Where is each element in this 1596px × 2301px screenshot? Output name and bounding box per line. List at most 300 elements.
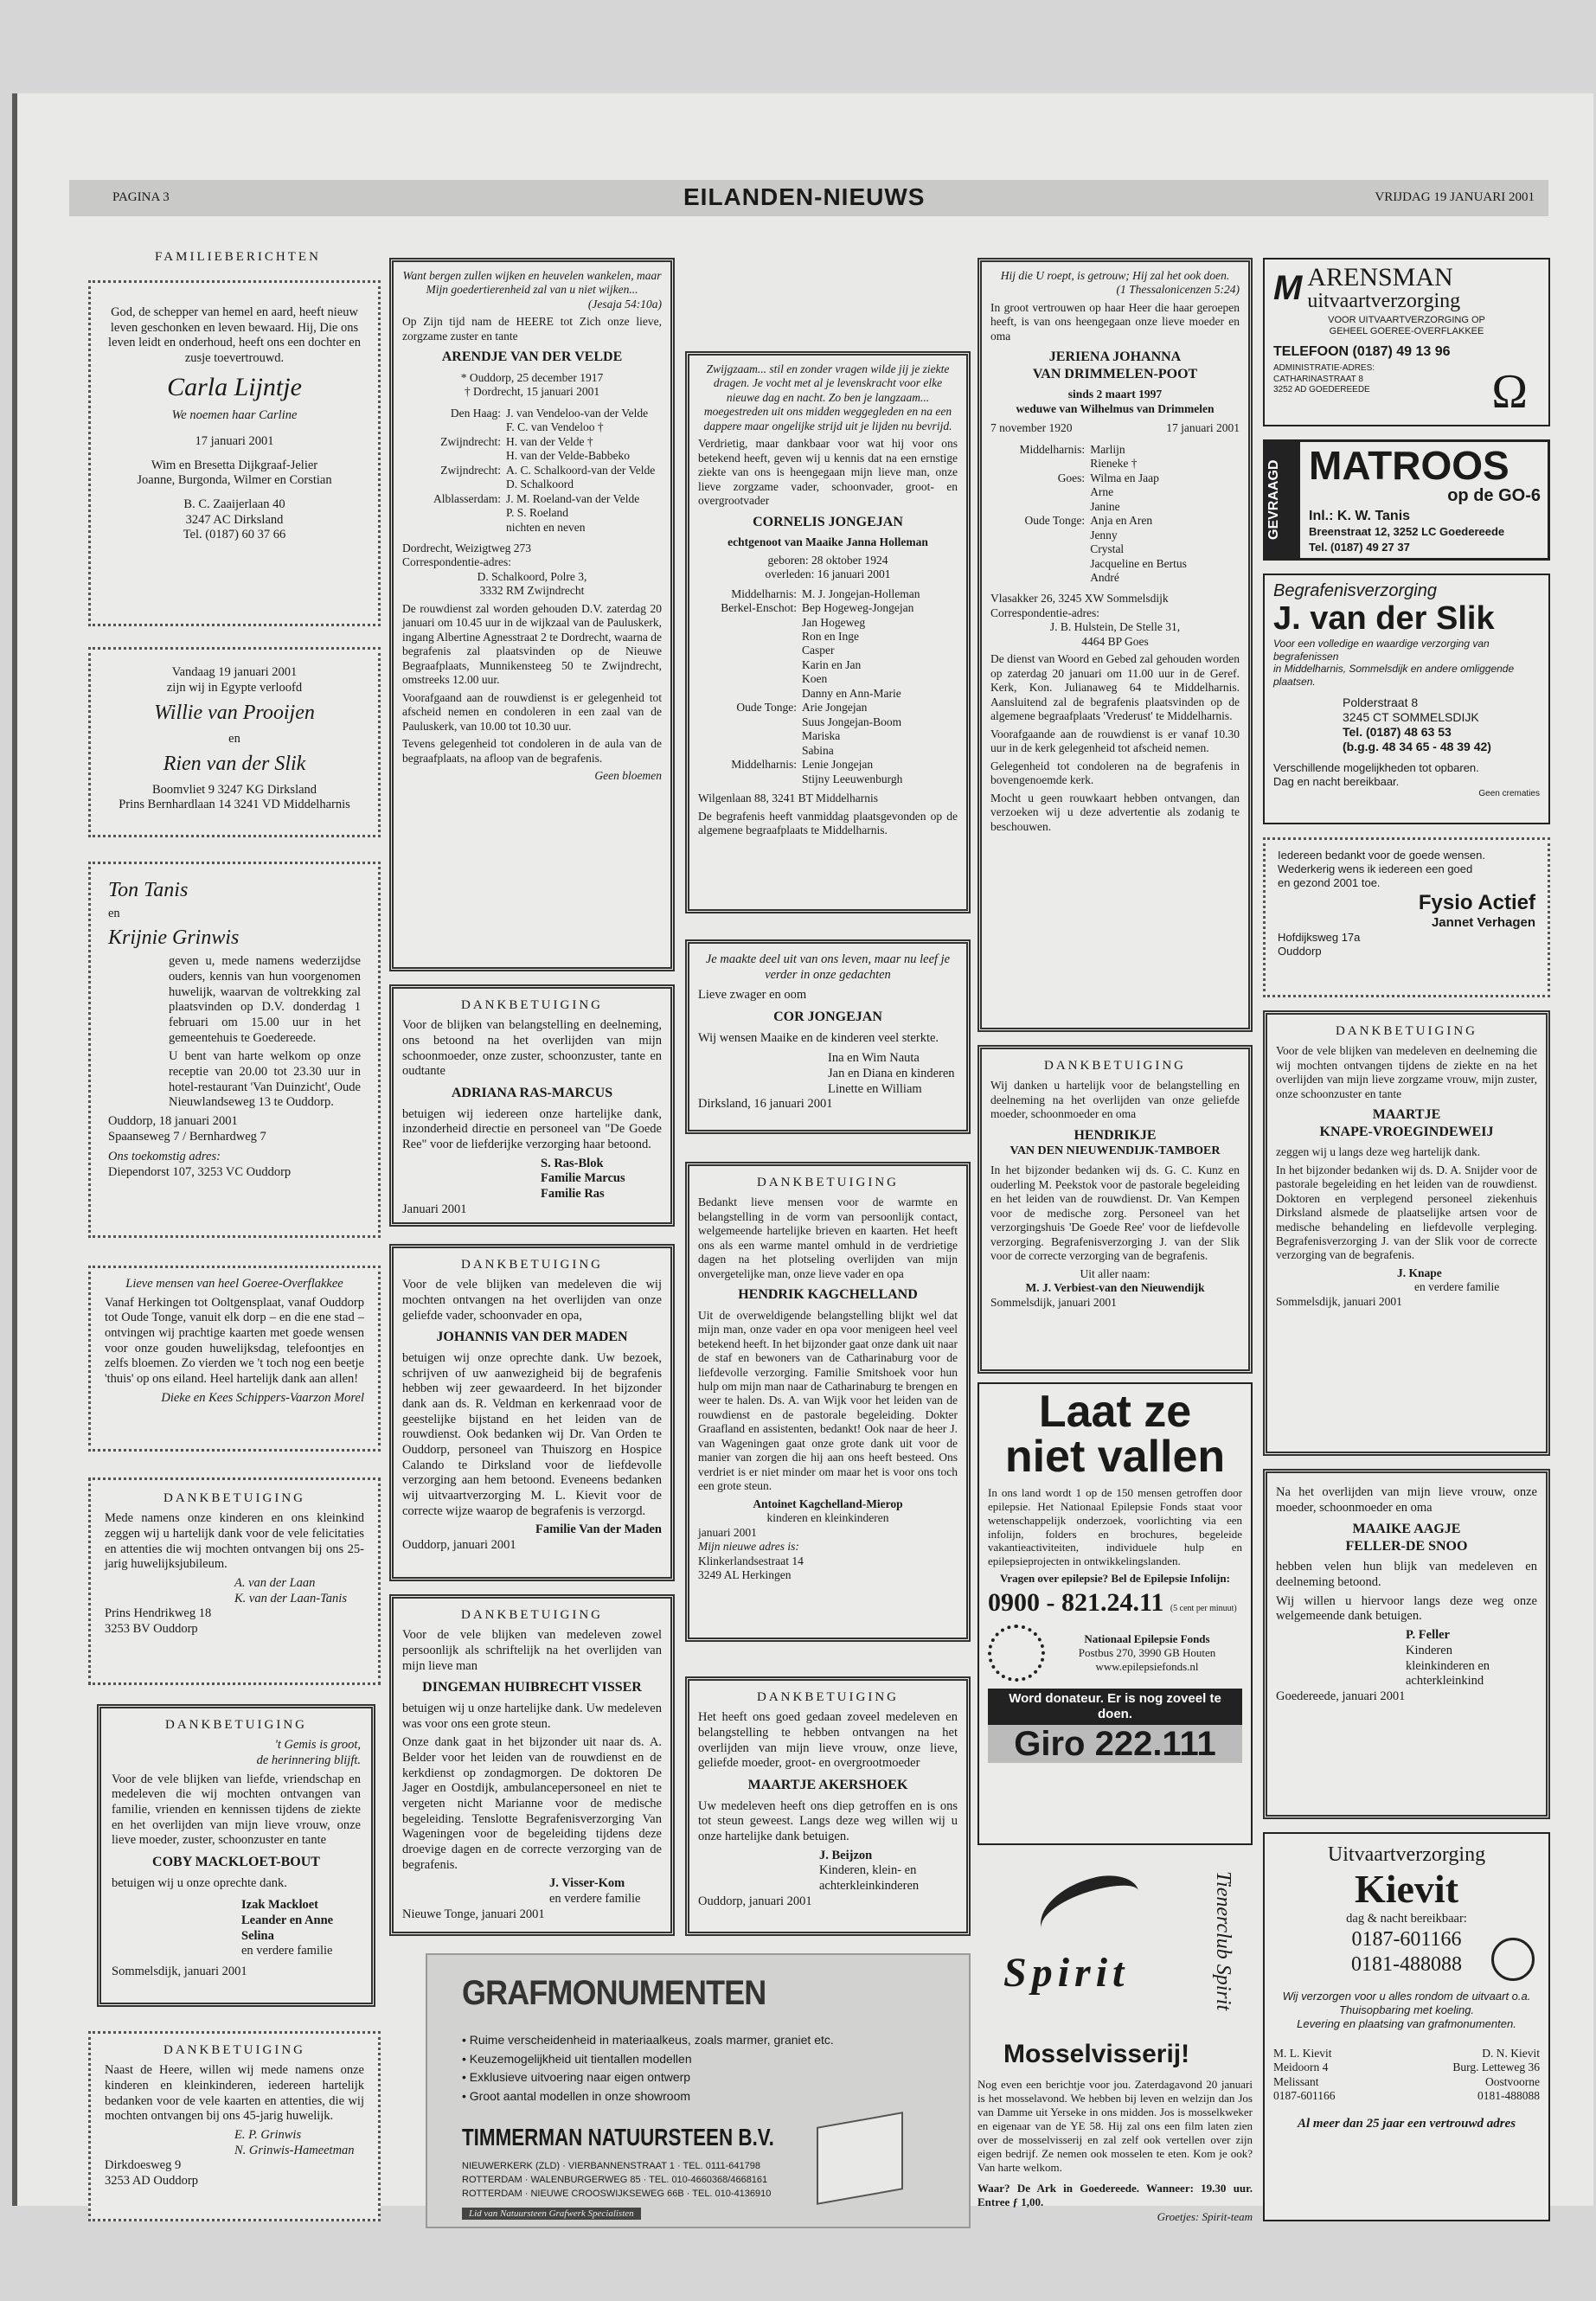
- date: januari 2001: [698, 1525, 757, 1539]
- place: [698, 616, 802, 630]
- contact-line: Oostvoorne: [1485, 2074, 1540, 2088]
- contact-right: [1452, 2047, 1540, 2104]
- text: zeggen wij u langs deze weg hartelijk dank.: [1276, 1145, 1481, 1159]
- date: Sommelsdijk, januari 2001: [112, 1965, 247, 1979]
- address: 3253 BV Ouddorp: [105, 1622, 198, 1637]
- address: Polderstraat 8: [1343, 695, 1419, 709]
- death-date: overleden: 16 januari 2001: [765, 567, 891, 581]
- phone: (b.g.g. 48 34 65 - 48 39 42): [1343, 739, 1491, 753]
- text: Verschillende mogelijkheden tot opbaren.: [1273, 761, 1479, 774]
- text: Voorafgaand aan de rouwdienst is er gelegenheid tot afscheid nemen en condoleren in een zaal van de Pauluskerk, van 10.00 tot 10.30 uur.: [402, 690, 662, 733]
- names: André: [1090, 571, 1119, 584]
- text: Word donateur. Er is nog zoveel te doen.: [988, 1689, 1242, 1726]
- names: Jenny: [1090, 528, 1118, 542]
- person: Jannet Verhagen: [1431, 914, 1535, 930]
- thanks-van-den-nieuwendijk: [977, 1045, 1253, 1374]
- place: [990, 485, 1090, 499]
- names: P. S. Roeland: [506, 506, 569, 520]
- signature: J. Knape: [1397, 1266, 1442, 1279]
- child-name: Carla Lijntje: [167, 372, 302, 401]
- birth-text: God, de schepper van hemel en aard, heeft nieuw leven geschonken en leven bewaard. Hij, Die ons leven leidt en onderhoud, heeft ons een dochter en zusje toevertrouwd.: [108, 305, 361, 366]
- names: Rieneke †: [1090, 457, 1138, 471]
- signature: Jan en Diana en kinderen: [828, 1066, 955, 1080]
- death-date: † Dordrecht, 15 januari 2001: [464, 385, 600, 399]
- text: Voor een volledige en waardige verzorging van begrafenissen: [1273, 638, 1490, 663]
- ad-title: GRAFMONUMENTEN: [462, 1974, 766, 2012]
- deceased-name: DINGEMAN HUIBRECHT VISSER: [422, 1680, 642, 1695]
- kievit-ad: [1263, 1832, 1550, 2221]
- family-row: [990, 557, 1240, 571]
- text: In ons land wordt 1 op de 150 mensen getroffen door epilepsie. Het Nationaal Epilepsie Fonds staat voor wetenschappelijk onderzoek, voorlichting via een infolijn, folders en brochures, begeleide vakantieactiviteiten, individuele hulp en epilepsieprojecten in ontwikkelingslanden.: [988, 1486, 1242, 1568]
- text: Het heeft ons goed gedaan zoveel medeleven en belangstelling te hebben ontvangen na het overlijden van mijn lieve vrouw, onze lieve, geliefde moeder, groot- en overgrootmoeder: [698, 1710, 958, 1771]
- family-list: [990, 443, 1240, 586]
- text: Mede namens onze kinderen en ons kleinkind zeggen wij u hartelijk dank voor de vele felicitaties en attenties die wij mochten ontvangen bij ons 25-jarig huwelijksjubileum.: [105, 1511, 364, 1572]
- family-row: [698, 701, 958, 715]
- date: Ouddorp, 18 januari 2001: [108, 1114, 238, 1129]
- monument-image: [817, 2112, 903, 2205]
- name: Willie van Prooijen: [154, 702, 315, 725]
- family-row: [402, 506, 662, 520]
- address: Prins Bernhardlaan 14 3241 VD Middelharnis: [119, 798, 350, 812]
- family-row: [698, 630, 958, 644]
- heading: DANKBETUIGING: [163, 1491, 305, 1505]
- address: Prins Hendrikweg 18: [105, 1606, 212, 1621]
- text: in Middelharnis, Sommelsdijk en andere omliggende plaatsen.: [1273, 663, 1515, 689]
- names: J. van Vendeloo-van der Velde: [506, 406, 649, 420]
- family-row: [698, 715, 958, 729]
- text: De begrafenis heeft vanmiddag plaatsgevonden op de algemene begraafplaats te Middelharnis.: [698, 809, 958, 837]
- headline: niet vallen: [1004, 1432, 1226, 1482]
- website: www.epilepsiefonds.nl: [1095, 1659, 1199, 1673]
- address: Wilgenlaan 88, 3241 BT Middelharnis: [698, 792, 879, 805]
- heading: Lieve mensen van heel Goeree-Overflakkee: [125, 1277, 343, 1291]
- text: en gezond 2001 toe.: [1278, 875, 1381, 889]
- family-row: [990, 529, 1240, 542]
- place: Middelharnis:: [1019, 442, 1086, 456]
- place: [990, 571, 1090, 585]
- text: betuigen wij iedereen onze hartelijke dank, inzonderheid directie en personeel van "De Goede Ree" voor de liefderijke verzorging haar betoond.: [402, 1106, 662, 1151]
- deceased-name: ARENDJE VAN DER VELDE: [441, 349, 623, 365]
- names: Jan Hogeweg: [802, 615, 866, 629]
- text: (5 cent per minuut): [1170, 1604, 1237, 1614]
- family-row: [698, 601, 958, 615]
- signature: en verdere familie: [241, 1944, 333, 1958]
- text: betuigen wij onze oprechte dank. Uw bezoek, schrijven of uw aanwezigheid bij de begrafenis hebben wij zeer gewaardeerd. In het bijzonder dank aan ds. R. Veldman en kerkenraad voor de geestelijke bijstand en het leiden van de rouwdienst. Ook bedanken wij Dr. Van Orden te Ouddorp, personeel van Thuiszorg en Hospice Calando te Dirksland voor de liefdevolle verzorging aan hem betoond. Eveneens bedanken wij uitvaartverzorging M. L. Kievit voor de correcte wijze waarop de begrafenis is verzorgd.: [402, 1350, 662, 1518]
- deceased-name: COBY MACKLOET-BOUT: [152, 1855, 320, 1870]
- spirit-ad: [977, 1854, 1253, 2226]
- thanks-mackloet: [97, 1704, 375, 2007]
- signature: S. Ras-Blok: [541, 1156, 604, 1170]
- text: Levering en plaatsing van grafmonumenten.: [1297, 2016, 1516, 2030]
- family-row: [402, 478, 662, 491]
- text: Correspondentie-adres:: [990, 606, 1099, 619]
- address: Dirkdoesweg 9: [105, 2158, 182, 2173]
- text: Onze dank gaat in het bijzonder uit naar ds. A. Belder voor het leiden van de rouwdienst en de kerkdienst op zondagmorgen. De doktoren De Jager en Oostdijk, ambulancepersoneel en niet te vergeten nicht Marianne voor de medische begeleiding. Tenslotte Begrafenisverzorging Van Wageningen voor de begeleiding tijdens deze droevige dagen en de correcte verzorging van de begrafenis.: [402, 1735, 662, 1872]
- thanks-feller: [1263, 1469, 1550, 1819]
- heading: DANKBETUIGING: [1336, 1024, 1477, 1038]
- thanks-ras-marcus: [389, 984, 675, 1227]
- address: Diependorst 107, 3253 VC Ouddorp: [108, 1165, 292, 1180]
- text: Na het overlijden van mijn lieve vrouw, onze moeder, schoonmoeder en oma: [1276, 1485, 1537, 1515]
- thanks-knape: [1263, 1010, 1550, 1456]
- signature: kleinkinderen en: [1406, 1658, 1490, 1673]
- family-row: [698, 772, 958, 786]
- family-row: [698, 687, 958, 701]
- family-row: [990, 485, 1240, 499]
- place: [698, 744, 802, 758]
- names: Karin en Jan: [802, 657, 862, 671]
- page-number: PAGINA 3: [112, 190, 170, 204]
- address: ROTTERDAM · NIEUWE CROOSWIJKSEWEG 66B · TEL. 010-4136910: [462, 2189, 772, 2199]
- heading: DANKBETUIGING: [757, 1690, 899, 1704]
- names: Casper: [802, 644, 835, 657]
- phone: Tel. (0187) 60 37 66: [183, 528, 286, 542]
- names: Anja en Aren: [1090, 514, 1153, 528]
- address: Dordrecht, Weizigtweg 273: [402, 542, 531, 555]
- names: nichten en neven: [506, 520, 586, 534]
- address: B. C. Zaaijerlaan 40: [183, 497, 285, 512]
- family-row: [990, 514, 1240, 528]
- deceased-name: JERIENA JOHANNA: [1048, 349, 1182, 365]
- anniversary-thanks: [88, 1477, 381, 1685]
- signature: Kinderen: [1406, 1643, 1452, 1657]
- phone: Tel. (0187) 48 63 53: [1343, 724, 1452, 739]
- place: [990, 500, 1090, 514]
- signature: achterkleinkind: [1406, 1674, 1484, 1689]
- text: betuigen wij u onze oprechte dank.: [112, 1875, 287, 1890]
- text: op de GO-6: [1447, 486, 1541, 505]
- thanks-announcement: [88, 1266, 381, 1452]
- names: H. van der Velde-Babbeko: [506, 449, 630, 463]
- text: Geen bloemen: [594, 769, 662, 783]
- text: betuigen wij u onze hartelijke dank. Uw medeleven was voor ons een grote steun.: [402, 1701, 662, 1731]
- phone: 0900 - 821.24.11: [988, 1588, 1164, 1618]
- contact-line: M. L. Kievit: [1273, 2046, 1332, 2060]
- names: Ron en Inge: [802, 630, 859, 644]
- place: Middelharnis:: [731, 586, 797, 600]
- birth-date: 17 januari 2001: [195, 434, 274, 449]
- contact-line: Burg. Letteweg 36: [1452, 2061, 1540, 2074]
- text: Uitvaartverzorging: [1327, 1843, 1486, 1866]
- heading: DANKBETUIGING: [461, 1608, 603, 1622]
- signature: Groetjes: Spirit-team: [1157, 2210, 1253, 2223]
- text: Lieve zwager en oom: [698, 988, 807, 1003]
- name: Krijnie Grinwis: [108, 926, 240, 949]
- deceased-name: HENDRIKJE: [1074, 1127, 1157, 1143]
- place: [698, 687, 802, 701]
- place: Oude Tonge:: [1024, 514, 1086, 528]
- thanks-visser: [389, 1594, 675, 1936]
- text: Wij wensen Maaike en de kinderen veel sterkte.: [698, 1030, 939, 1045]
- text: VOOR UITVAARTVERZORGING OP: [1328, 315, 1485, 325]
- place: Alblasserdam:: [433, 491, 501, 505]
- paper-title: EILANDEN-NIEUWS: [683, 183, 926, 210]
- family-list: [698, 587, 958, 787]
- signature: en verdere familie: [1414, 1280, 1500, 1294]
- company-name: ARENSMAN: [1307, 263, 1453, 292]
- text: weduwe van Wilhelmus van Drimmelen: [1016, 401, 1215, 415]
- address: Hofdijksweg 17a: [1278, 931, 1361, 945]
- address: Boomvliet 9 3247 KG Dirksland: [151, 782, 317, 797]
- text: Voor de vele blijken van liefde, vriendschap en medeleven die wij mochten ontvangen van familie, vrienden en kennissen tijdens de ziekte en het overlijden van mijn lieve vrouw, onze lieve moeder, zuster, schoonzuster en tante: [112, 1772, 361, 1848]
- matroos-ad: [1263, 439, 1550, 561]
- names: Crystal: [1090, 542, 1125, 556]
- family-list: [402, 407, 662, 535]
- signature: kinderen en kleinkinderen: [766, 1511, 889, 1525]
- quote: Hij die U roept, is getrouw; Hij zal het ook doen.: [1000, 269, 1230, 282]
- company-name: TIMMERMAN NATUURSTEEN B.V.: [462, 2124, 774, 2150]
- signature: Dieke en Kees Schippers-Vaarzon Morel: [161, 1390, 364, 1405]
- text: echtgenoot van Maaike Janna Holleman: [727, 535, 928, 549]
- list-item: • Exklusieve uitvoering naar eigen ontwerp: [462, 2070, 691, 2085]
- place: [698, 672, 802, 686]
- text: dag & nacht bereikbaar:: [1346, 1911, 1467, 1926]
- text: Vandaag 19 januari 2001: [171, 665, 298, 679]
- place: Goes:: [1057, 471, 1086, 484]
- names: H. van der Velde †: [506, 434, 593, 448]
- family-row: [990, 542, 1240, 556]
- deceased-name: VAN DEN NIEUWENDIJK-TAMBOER: [1010, 1144, 1221, 1158]
- quote: de herinnering blijft.: [256, 1753, 361, 1767]
- text: In groot vertrouwen op haar Heer die haar geroepen heeft, is van ons heengegaan onze lieve moeder en oma: [990, 300, 1240, 343]
- date: Sommelsdijk, januari 2001: [990, 1295, 1117, 1309]
- date: Dirksland, 16 januari 2001: [698, 1097, 833, 1112]
- dove-icon: [1032, 1868, 1148, 1953]
- names: Marlijn: [1090, 442, 1125, 456]
- quote: 't Gemis is groot,: [274, 1738, 361, 1753]
- obituary-van-drimmelen: [977, 258, 1253, 1032]
- family-row: [402, 464, 662, 478]
- signature: Familie Marcus: [541, 1171, 625, 1186]
- phone: 0181-488088: [1351, 1952, 1462, 1976]
- thanks-kagchelland: [685, 1162, 971, 1642]
- text: Geen crematies: [1478, 788, 1540, 798]
- text: De dienst van Woord en Gebed zal gehouden worden op zaterdag 20 januari om 11.00 uur in de Geref. Kerk, Kon. Julianaweg 64 te Middelharnis. Aansluitend zal de begrafenis plaatsvinden op de algemene begraafplaats 'Vrederust' te Middelharnis.: [990, 652, 1240, 723]
- family-row: [698, 729, 958, 743]
- heading: DANKBETUIGING: [1044, 1059, 1186, 1073]
- child-nickname: We noemen haar Carline: [171, 408, 298, 423]
- grafmonumenten-ad: [426, 1953, 971, 2228]
- birth-announcement: [88, 280, 381, 626]
- address: 3253 AD Ouddorp: [105, 2174, 198, 2189]
- text: Begrafenisverzorging: [1273, 581, 1437, 600]
- signature: Ina en Wim Nauta: [828, 1051, 920, 1066]
- place: [402, 449, 506, 463]
- company-name: Fysio Actief: [1418, 890, 1535, 914]
- city: 3247 AC Dirksland: [185, 512, 284, 527]
- epilepsie-ad: [977, 1382, 1253, 1845]
- text: Dag en nacht bereikbaar.: [1273, 774, 1400, 788]
- text: Voor de vele blijken van medeleven zowel persoonlijk als schriftelijk na het overlijden van mijn lieve man: [402, 1628, 662, 1673]
- family-row: [402, 407, 662, 420]
- names: Koen: [802, 672, 828, 686]
- text: Vragen over epilepsie? Bel de Epilepsie Infolijn:: [999, 1572, 1230, 1586]
- family-row: [402, 420, 662, 434]
- heading: DANKBETUIGING: [757, 1176, 899, 1189]
- address: D. Schalkoord, Polre 3,: [477, 569, 587, 583]
- parents: Wim en Bresetta Dijkgraaf-Jelier: [151, 458, 318, 472]
- family-row: [698, 672, 958, 686]
- giro: Giro 222.111: [988, 1725, 1242, 1763]
- place: [698, 715, 802, 729]
- date: Januari 2001: [402, 1202, 467, 1216]
- deceased-name: MAAIKE AAGJE: [1352, 1522, 1461, 1537]
- engagement-announcement: [88, 647, 381, 837]
- names: J. M. Roeland-van der Velde: [506, 491, 640, 505]
- ad-list: [462, 2031, 860, 2106]
- names: Jacqueline en Bertus: [1090, 556, 1187, 570]
- address: Spaanseweg 7 / Bernhardweg 7: [108, 1129, 266, 1144]
- date: Goedereede, januari 2001: [1276, 1689, 1406, 1703]
- text: Uit aller naam:: [1080, 1266, 1151, 1280]
- place: Den Haag:: [450, 406, 501, 420]
- names: M. J. Jongejan-Holleman: [802, 586, 920, 600]
- date: Nieuwe Tonge, januari 2001: [402, 1907, 545, 1921]
- contact-line: 0187-601166: [1273, 2089, 1336, 2103]
- address: 3332 RM Zwijndrecht: [479, 584, 585, 598]
- place: Middelharnis:: [731, 758, 797, 772]
- deceased-name: KNAPE-VROEGINDEWEIJ: [1319, 1124, 1494, 1139]
- text: In het bijzonder bedanken wij ds. D. A. Snijder voor de pastorale begeleiding en het leiden van de rouwdienst. Doktoren en verplegend personeel ziekenhuis Dirksland alsmede de plaatselijke artsen voor de medische behandeling en liefdevolle verpleging. Begrafenisverzorging J. van der Slik voor de correcte verzorging van de begrafenis.: [1276, 1163, 1537, 1262]
- names: Danny en Ann-Marie: [802, 686, 901, 700]
- family-row: [698, 616, 958, 630]
- date: Sommelsdijk, januari 2001: [1276, 1294, 1402, 1308]
- quote-ref: (Jesaja 54:10a): [587, 297, 662, 311]
- place: [698, 772, 802, 786]
- text: In het bijzonder bedanken wij ds. G. C. Kunz en ouderling M. Peekstok voor de pastorale begeleiding en het leiden van de rouwdienst. Dr. Van Kempen voor de medische zorg. Personeel van het verzorgingshuis 'De Goede Ree' voor de liefdevolle verzorging. Begrafenisverzorging J. van der Slik voor de correcte verzorging van de begrafenis.: [990, 1163, 1240, 1263]
- place: [402, 420, 506, 434]
- deceased-name: MAARTJE AKERSHOEK: [747, 1778, 908, 1793]
- address: NIEUWERKERK (ZLD) · VIERBANNENSTRAAT 1 · TEL. 0111-641798: [462, 2161, 760, 2171]
- contact-line: D. N. Kievit: [1482, 2046, 1540, 2060]
- memorial-cor-jongejan: [685, 939, 971, 1134]
- address: ROTTERDAM · WALENBURGERWEG 85 · TEL. 010-4660368/4668161: [462, 2175, 768, 2185]
- wedding-announcement: [88, 862, 381, 1238]
- place: [402, 478, 506, 491]
- signature: en verdere familie: [549, 1892, 641, 1907]
- names: Bep Hogeweg-Jongejan: [802, 601, 914, 615]
- address: Klinkerlandsestraat 14: [698, 1554, 804, 1567]
- deceased-name: VAN DRIMMELEN-POOT: [1032, 366, 1198, 381]
- text: Gelegenheid tot condoleren na de begrafenis in bovengenoemde kerk.: [990, 759, 1240, 787]
- names: Stijny Leeuwenburgh: [802, 772, 903, 785]
- deceased-name: ADRIANA RAS-MARCUS: [451, 1086, 613, 1101]
- names: D. Schalkoord: [506, 478, 574, 491]
- text: Op Zijn tijd nam de HEERE tot Zich onze lieve, zorgzame zuster en tante: [402, 315, 662, 343]
- text: sinds 2 maart 1997: [1067, 388, 1163, 401]
- signature: Izak Mackloet: [241, 1898, 318, 1913]
- names: Arie Jongejan: [802, 701, 868, 715]
- signature: Selina: [241, 1928, 274, 1943]
- thanks-grinwis: [88, 2031, 381, 2221]
- signature: M. J. Verbiest-van den Nieuwendijk: [1025, 1281, 1205, 1295]
- contact-line: Meidoorn 4: [1273, 2061, 1329, 2074]
- signature: K. van der Laan-Tanis: [234, 1591, 347, 1606]
- signature: E. P. Grinwis: [234, 2128, 302, 2143]
- epilepsie-logo-icon: [988, 1625, 1045, 1682]
- text: Wij willen u hiervoor langs deze weg onze welgemeende dank betuigen.: [1276, 1593, 1537, 1624]
- arensman-logo-icon: M: [1273, 268, 1303, 307]
- deceased-name: MAARTJE: [1372, 1107, 1441, 1123]
- company-name: Kievit: [1354, 1867, 1459, 1912]
- family-row: [698, 644, 958, 657]
- names: Sabina: [802, 743, 834, 757]
- section-title: FAMILIEBERICHTEN: [155, 250, 321, 264]
- text: Wij danken u hartelijk voor de belangstelling en deelneming na het overlijden van onze geliefde moeder, schoonmoeder en oma: [990, 1079, 1240, 1121]
- text: Naast de Heere, willen wij mede namens onze kinderen en kleinkinderen, iedereen hartelijk bedanken voor de vele kaarten en attenties, die wij mochten ontvangen bij ons 45-jarig huwelijk.: [105, 2063, 364, 2124]
- family-row: [402, 521, 662, 535]
- family-row: [990, 571, 1240, 585]
- contact: Inl.: K. W. Tanis: [1309, 509, 1411, 523]
- text: Waar? De Ark in Goedereede. Wanneer: 19.30 uur. Entree ƒ 1,00.: [977, 2182, 1253, 2208]
- text: Iedereen bedankt voor de goede wensen.: [1278, 849, 1485, 862]
- text: De rouwdienst zal worden gehouden D.V. zaterdag 20 januari om 10.45 uur in de wijkzaal van de Pauluskerk, ingang Albertine Agnesstraat 2 te Dordrecht, waarna de begrafenis zal plaatsvinden op de Nieuwe Begraafplaats, Munnikensteeg 50 te Zwijndrecht, omstreeks 12.00 uur.: [402, 601, 662, 687]
- birth-date: 7 november 1920: [990, 421, 1073, 435]
- list-item: • Ruime verscheidenheid in materiaalkeus, zoals marmer, graniet etc.: [462, 2033, 834, 2047]
- signature: J. Beijzon: [819, 1848, 873, 1862]
- text: geven u, mede namens wederzijdse ouders, kennis van hun voorgenomen huwelijk, waarvan de voltrekking zal plaatsvinden op D.V. donderdag 1 februari om 15.00 uur in het gemeentehuis te Goedereede.: [169, 954, 361, 1045]
- family-row: [990, 443, 1240, 457]
- quote: Zwijgzaam... stil en zonder vragen wilde jij je ziekte dragen. Je vocht met al je levenskracht voor elke nieuwe dag en nacht. Zo ben je langzaam... moegestreden uit ons midden weggegleden en na een dappere maar ongelijke strijd uit je lijden nu bevrijd.: [703, 362, 952, 433]
- text: Vanaf Herkingen tot Ooltgensplaat, vanaf Ouddorp tot Oude Tonge, vanuit elk dorp – en die ene stad – ontvingen wij prachtige kaarten met goede wensen voor onze gouden huwelijksdag, telefoontjes en zelfs bloemen. Zo vierden we 't toch nog een beetje 'thuis' op ons eiland. Heel hartelijk dank aan allen!: [105, 1295, 364, 1387]
- text: Voor de blijken van belangstelling en deelneming, ons betoond na het overlijden van mijn schoonmoeder, onze zuster, schoonzuster, tante en oudtante: [402, 1018, 662, 1079]
- place: Berkel-Enschot:: [721, 601, 797, 615]
- signature: Leander en Anne: [241, 1913, 334, 1927]
- text: hebben velen hun blijk van medeleven en deelneming betoond.: [1276, 1560, 1537, 1590]
- text: zijn wij in Egypte verloofd: [166, 680, 303, 695]
- deceased-name: JOHANNIS VAN DER MADEN: [436, 1330, 628, 1345]
- address: Breenstraat 12, 3252 LC Goedereede: [1309, 525, 1505, 538]
- signature: Linette en William: [828, 1081, 922, 1096]
- place: [990, 457, 1090, 471]
- text: Bedankt lieve mensen voor de warmte en belangstelling in de vorm van persoonlijk contact, welgemeende hartelijke brieven en kaarten. Het heeft ons als een warme mantel omhuld in de verdrietige dagen na het plotseling overlijden van mijn onvergetelijke man, onze lieve vader en opa: [698, 1195, 958, 1280]
- family-row: [990, 471, 1240, 485]
- place: Zwijndrecht:: [440, 463, 501, 477]
- text: U bent van harte welkom op onze receptie van 20.00 tot 23.30 uur in hotel-restaurant 'Van Duinzicht', Oude Nieuwlandseweg 13 te Ouddorp.: [169, 1049, 361, 1110]
- address: 3249 AL Herkingen: [698, 1568, 792, 1582]
- names: Suus Jongejan-Boom: [802, 715, 902, 728]
- family-row: [402, 492, 662, 506]
- company-name: J. van der Slik: [1273, 600, 1495, 638]
- quote: Je maakte deel uit van ons leven, maar nu leef je verder in onze gedachten: [705, 952, 951, 982]
- quote-ref: (1 Thessalonicenzen 5:24): [1116, 283, 1240, 297]
- phone: Tel. (0187) 49 27 37: [1309, 541, 1410, 554]
- address: J. B. Hulstein, De Stelle 31,: [1049, 620, 1181, 634]
- birth-date: * Ouddorp, 25 december 1917: [460, 370, 604, 384]
- text: Tevens gelegenheid tot condoleren in de aula van de begraafplaats, na afloop van de begrafenis.: [402, 737, 662, 765]
- deceased-name: HENDRIK KAGCHELLAND: [738, 1287, 918, 1303]
- family-row: [698, 758, 958, 772]
- place: Zwijndrecht:: [440, 434, 501, 448]
- death-date: 17 januari 2001: [1166, 421, 1240, 435]
- van-der-slik-ad: [1263, 574, 1550, 824]
- place: [698, 630, 802, 644]
- signature: Antoinet Kagchelland-Mierop: [753, 1497, 903, 1510]
- address: Postbus 270, 3990 GB Houten: [1078, 1645, 1216, 1659]
- heading: DANKBETUIGING: [163, 2043, 305, 2057]
- obituary-van-der-velde: [389, 258, 675, 971]
- thanks-van-der-maden: [389, 1244, 675, 1581]
- text: Wederkerig wens ik iedereen een goed: [1278, 862, 1473, 875]
- list-item: • Keuzemogelijkheid uit tientallen modellen: [462, 2051, 692, 2066]
- company-sub: uitvaartverzorging: [1307, 290, 1461, 312]
- address: CATHARINASTRAAT 8: [1273, 374, 1363, 384]
- text: Voorafgaande aan de rouwdienst is er vanaf 10.30 uur in de kerk gelegenheid tot afscheid nemen.: [990, 727, 1240, 755]
- place: [698, 644, 802, 657]
- vertical-title: Tienerclub Spirit: [1212, 1871, 1234, 2011]
- text: Mijn nieuwe adres is:: [698, 1540, 799, 1554]
- list-item: • Groot aantal modellen in onze showroom: [462, 2089, 691, 2104]
